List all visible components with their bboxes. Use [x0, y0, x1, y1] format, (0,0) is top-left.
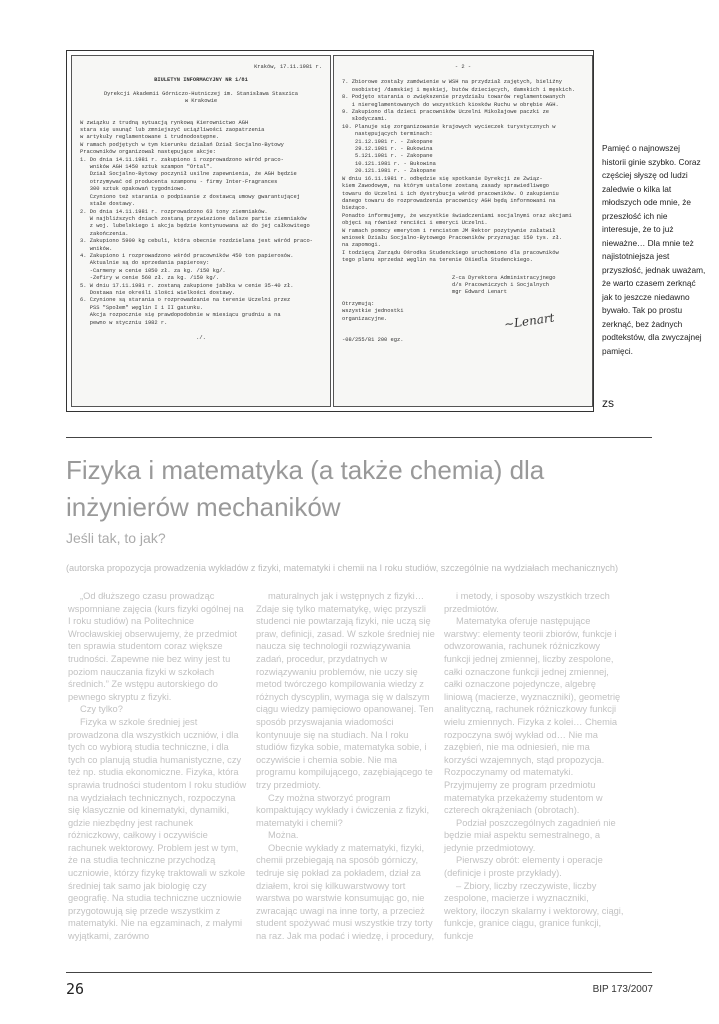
- doc-line: Dział Socjalno-Bytowy poczynił usilne zapewnienia, że AGH będzie: [80, 171, 297, 178]
- doc-line: 5. W dniu 17.11.1981 r. zostaną zakupione jabłka w cenie 35-40 zł.: [80, 282, 294, 289]
- doc-line: danego towaru do rozprowadzenia pracownicy AGH będą informowani na: [342, 197, 556, 204]
- paragraph: Fizyka w szkole średniej jest prowadzona dla wszystkich uczniów, i dla tych co wybiorą studia techniczne, i dla tych co planują studia humanistyczne, czy też np. studia ekonomiczne. Fizyka, która sprawia trudności studentom I roku studiów na wydziałach technicznych, rozpoczyna się klasycznie od kinematyki, dynamiki, gdzie niezbędny jest rachunek różniczkowy, całkowy i oczywiście rachunek wektorowy. Problem jest w tym, że na studia techniczne przychodzą uczniowie, którzy fizykę traktowali w szkole średniej tak samo jak biologię czy geografię. Na studia techniczne uczniowie przygotowują się przede wszystkim z matematyki. Nie na egzaminach, z małymi wyjątkami, zarówno: [68, 716, 247, 942]
- doc-line: 4. Zakupiono i rozprowadzono wśród pracowników 450 ton papierosów.: [80, 252, 294, 259]
- document-page-2: [333, 55, 593, 407]
- recipient-line: organizacyjne.: [342, 315, 388, 322]
- paragraph: – Zbiory, liczby rzeczywiste, liczby zespolone, macierze i wyznaczniki, wektory, iloczyn skalarny i wektorowy, ciągi, funkcje, granice ciągu, granice funkcji, funkcje: [444, 880, 624, 942]
- recipient-line: Otrzymują:: [342, 300, 375, 307]
- doc-line: otrzymywać od producenta szamponu - firmy Inter-Fragrances: [80, 178, 278, 185]
- doc-line: W związku z trudną sytuacją rynkową Kierownictwo AGH: [80, 119, 249, 126]
- journal-issue: BIP 173/2007: [592, 984, 653, 995]
- doc-line: W ramach podjętych w tym kierunku działań Dział Socjalno-Bytowy: [80, 141, 284, 148]
- handwritten-signature: ~Lenart: [503, 310, 556, 332]
- paragraph: Czy tylko?: [80, 704, 123, 715]
- doc-line: -Zefiry w cenie 560 zł. za kg. /150 kg/.: [80, 275, 220, 282]
- article-subtitle: Jeśli tak, to jak?: [66, 530, 166, 546]
- doc-city: w Krakowie: [184, 98, 218, 105]
- paragraph: Czy można stworzyć program kompaktujący wykłady i ćwiczenia z fizyki, matematyki i chemii?: [256, 792, 430, 828]
- doc-issuer: Dyrekcji Akademii Górniczo-Hutniczej im. Stanisława Staszica: [103, 90, 299, 97]
- doc-line: I todzięcą Zarządu Ośrodka Studenckiego uruchomiono dla pracowników: [342, 249, 559, 256]
- doc-line: -Carmeny w cenie 1050 zł. za kg. /150 kg/.: [80, 267, 226, 274]
- article-column-1: [68, 590, 248, 943]
- article-column-3: [444, 590, 624, 943]
- doc-line: Dostawa nie określi ilości wielkości dostawy.: [80, 289, 236, 296]
- doc-line: wników.: [80, 245, 113, 252]
- doc-date: Kraków, 17.11.1981 r.: [254, 64, 322, 70]
- side-note: Pamięć o najnowszej historii ginie szybko. Coraz częściej słyszę od ludzi zaledwie o kilka lat młodszych ode mnie, że przeszłość ich nie interesuje, że to już nieważne… Dla mnie też najistotniejsza jest przyszłość, jednak uważam, że warto czasem zerknąć jak to jeszcze niedawno bywało. Tak po prostu zerknąć, bez żadnych podtekstów, dla zwyczajnej pamięci.: [602, 143, 706, 356]
- doc-line: 20.121.1981 r. - Zakopane: [342, 168, 436, 175]
- doc-line: PSS "Społem" węglin I i II gatunku.: [80, 304, 203, 311]
- doc-signature-block: [444, 275, 592, 297]
- signature-line: mgr Edward Lenart: [452, 289, 507, 296]
- doc-line: zakończenia.: [80, 230, 129, 237]
- doc-line: 8. Podjęto starania o zwiększenie przydziału towarów reglamentowanych: [342, 94, 566, 101]
- doc-line: 3. Zakupiono 5900 kg cebuli, która obecnie rozdzielana jest wśród praco-: [80, 238, 313, 245]
- doc-line: i niereglamentowanych do wszystkich kiosków Ruchu w obrębie AGH.: [342, 101, 559, 108]
- doc-line: stara się usunąć lub zmniejszyć uciążliwości zaopatrzenia: [80, 127, 265, 134]
- doc-line: W dniu 16.11.1981 r. odbędzie się spotkanie Dyrekcji ze Związ-: [342, 175, 543, 182]
- doc-line: kiem Zawodowym, na którym ustalone zostaną zasady sprawiedliwego: [342, 183, 550, 190]
- doc-line: stałe dostawy.: [80, 201, 136, 208]
- doc-line: 9. Zakupiono dla dzieci pracowników Uczelni Mikołajowe paczki ze: [342, 109, 550, 116]
- doc-body: [72, 120, 330, 327]
- paragraph: maturalnych jak i wstępnych z fizyki… Zdaje się tylko matematykę, więc przyszli studenci nie powtarzają fizyki, nie uczą się praw, definicji, zasad. W szkole średniej nie naucza się technologii rozwiązywania zadań, procedur, przydatnych w rozwiązywaniu problemów, nie uczy się metod twórczego kompilowania wiedzy z różnych dyscyplin, wymaga się w dalszym ciągu wiedzy pamięciowo opanowanej. Ten sposób przyswajania wiadomości kontynuuje się na studiach. Na I roku studiów fizyka sobie, matematyka sobie, i oczywiście i chemia sobie. Nie ma programu kompilującego, zazębiającego te trzy przedmioty.: [256, 591, 435, 790]
- doc-body: [334, 79, 592, 264]
- doc-line: 10. Planuje się zorganizowanie krajowych wycieczek turystycznych w: [342, 123, 556, 130]
- article-lead: (autorska propozycja prowadzenia wykładów z fizyki, matematyki i chemii na I roku studiów, szczególnie na wydziałach mechanicznych): [66, 563, 618, 573]
- doc-line: 6. Czynione są starania o rozprowadzanie na terenie Uczelni przez: [80, 297, 291, 304]
- doc-line: 300 sztuk opakowań tygodniowo.: [80, 186, 187, 193]
- footer-divider: [66, 972, 652, 973]
- doc-line: osobistej /damskiej i męskiej, butów dziecięcych, damskich i męskich.: [342, 86, 575, 93]
- doc-page-marker: - 2 -: [454, 64, 472, 70]
- doc-line: W najbliższych dniach zostaną przywiezione dalsze partie ziemniaków: [80, 215, 307, 222]
- page-number: 26: [66, 980, 85, 998]
- article-title: Fizyka i matematyka (a także chemia) dla inżynierów mechaników: [66, 455, 545, 522]
- doc-line: 29.12.1981 r. - Bukowina: [342, 146, 433, 153]
- doc-heading: BIULETYN INFORMACYJNY NR 1/81: [154, 77, 248, 84]
- paragraph: Obecnie wykłady z matematyki, fizyki, chemii przebiegają na sposób górniczy, tedruje się pokład za pokładem, dział za działem, kroi się kilkuwarstwowy tort warstwa po warstwie konsumując go, nie zwracając uwagi na inne torty, a przecież student spożywać musi wszystkie trzy torty na raz. Jak ma podać i wiedzę, i procedury,: [256, 842, 435, 942]
- doc-line: Pracowników organizował następujące akcje:: [80, 149, 216, 156]
- doc-footer-mark: ./.: [196, 335, 206, 341]
- doc-line: bieżąco.: [342, 205, 368, 212]
- signature-line: d/s Pracowniczych i Socjalnych: [452, 281, 550, 288]
- paragraph: Matematyka oferuje następujące warstwy: elementy teorii zbiorów, funkcje i odwzorowania, rachunek różniczkowy funkcji jednej zmiennej, liczby zespolone, całki oznaczone funkcji jednej zmiennej, całki oznaczone pojedyncze, algebrę liniową (macierze, wyznaczniki), geometrię analityczną, rachunek różniczkowy funkcji wielu zmiennych. Fizyka z kolei… Chemia rozpoczyna swój wykład od… Nie ma zazębień, nie ma odniesień, nie ma korzyści wzajemnych, stąd propozycja. Rozpoczynamy od matematyki. Przyjmujemy ze program przedmiotu matematyka przekażemy studentom w czterech okrążeniach (obrotach).: [444, 616, 621, 816]
- doc-line: Czyniono też starania o podpisanie z dostawcą umowy gwarantującej: [80, 193, 300, 200]
- doc-line: tego planu sprzedaż węglin na terenie Ośiedla Studenckiego.: [342, 257, 533, 264]
- archival-document-scan: [66, 50, 594, 412]
- doc-line: wników AGH 1450 sztuk szampon "Ortal".: [80, 164, 213, 171]
- doc-line: słodyczami.: [342, 116, 388, 123]
- doc-line: 1. Do dnia 14.11.1981 r. zakupiono i rozprowadzono wśród praco-: [80, 156, 284, 163]
- paragraph: „Od dłuższego czasu prowadząc wspomniane zajęcia (kurs fizyki ogólnej na I roku studiów) na Politechnice Wrocławskiej obserwujemy, że przedmiot ten sprawia studentom coraz większe trudności. Zapewne nie bez winy jest tu poziom nauczania fizyki w szkołach średnich.” Ze wstępu autorskiego do pewnego skryptu z fizyki.: [68, 591, 244, 702]
- doc-line: na zapomogi.: [342, 242, 381, 249]
- paragraph: Można.: [268, 830, 299, 841]
- doc-line: 2. Do dnia 14.11.1981 r. rozprowadzono 63 tony ziemniaków.: [80, 208, 268, 215]
- doc-line: wniosek Działu Socjalno-Bytowego Pracowników przyznając 150 tys. zł.: [342, 234, 562, 241]
- doc-line: Aktualnie są do sprzedania papierosy:: [80, 260, 210, 267]
- doc-line: Ponadto informujemy, że wszystkie świadczeniami socjalnymi oraz akcjami: [342, 212, 572, 219]
- section-divider: [66, 437, 652, 438]
- doc-line: objęci są również renciści i emeryci Uczelni.: [342, 220, 488, 227]
- doc-reference: -08/255/81 200 egz.: [342, 337, 404, 343]
- doc-line: 7. Zbiorowe zostały zamówienie w WSH na przydział zajętych, bieliźny: [342, 79, 562, 86]
- recipient-line: wszystkie jednostki: [342, 308, 404, 315]
- paragraph: i metody, i sposoby wszystkich trzech przedmiotów.: [444, 591, 610, 614]
- paragraph: Podział poszczególnych zagadnień nie będzie miał aspektu semestralnego, a jedynie przedmiotowy.: [444, 817, 616, 853]
- doc-line: następujących terminach:: [342, 131, 433, 138]
- doc-line: 5.121.1981 r. - Zakopane: [342, 153, 433, 160]
- paragraph: Pierwszy obrót: elementy i operacje (definicje i proste przykłady).: [444, 855, 603, 879]
- signature-line: Z-ca Dyrektora Administracyjnego: [452, 274, 556, 281]
- doc-line: w artykuły reglamentowane i trudnodostępne.: [80, 134, 220, 141]
- document-page-1: [71, 55, 331, 407]
- doc-line: z woj. lubelskiego i akcja będzie kontynuowana aż do jej całkowitego: [80, 223, 310, 230]
- doc-line: 10.121.1981 r. - Bukowina: [342, 160, 436, 167]
- doc-line: 21.12.1981 r. - Zakopane: [342, 138, 433, 145]
- article-column-2: [256, 590, 436, 943]
- doc-line: Akcja rozpocznie się prawdopodobnie w miesiącu grudniu a na: [80, 312, 281, 319]
- doc-line: W ramach pomocy emerytom i rencistom JM Rektor pozytywnie załatwił: [342, 227, 556, 234]
- doc-line: towaru do Uczelni i ich dystrybucja wśród pracowników. O zakupieniu: [342, 190, 559, 197]
- side-note-author: zs: [602, 396, 614, 410]
- doc-line: pewno w styczniu 1982 r.: [80, 319, 168, 326]
